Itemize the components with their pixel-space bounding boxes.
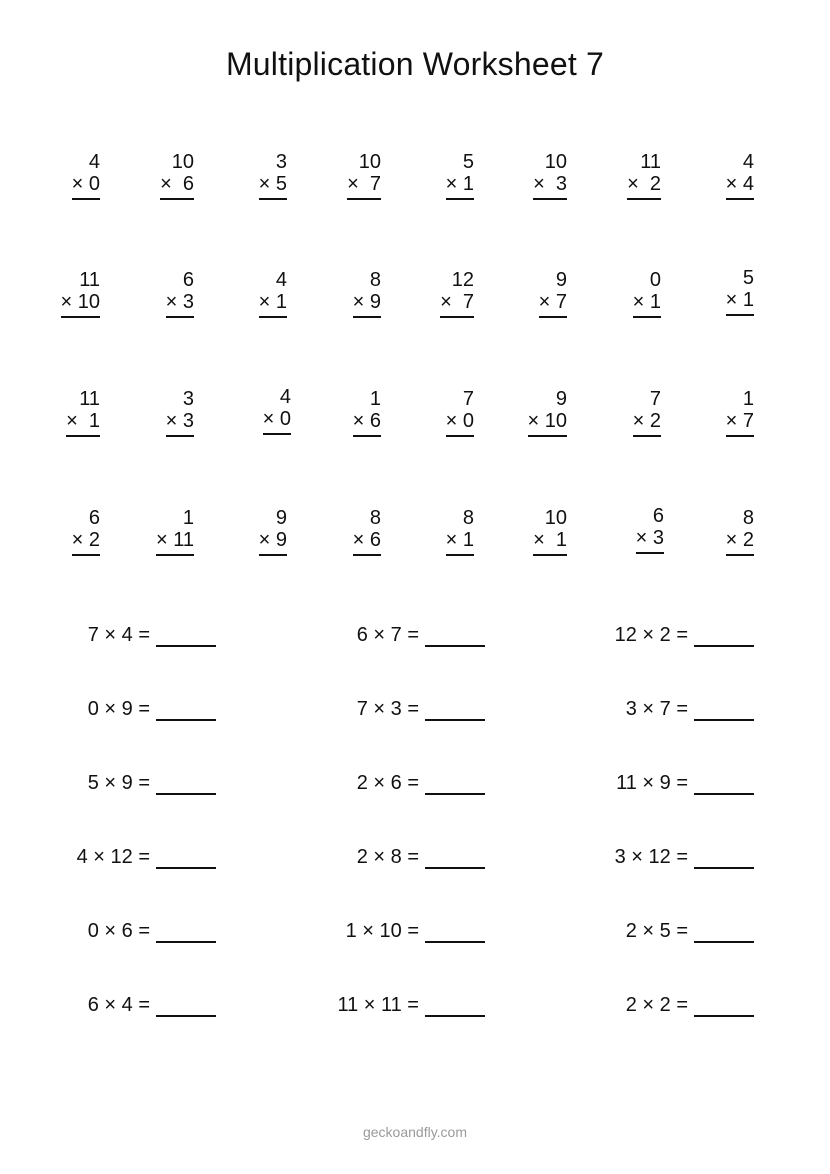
problem-expression: 2 × 8 = (356, 846, 419, 868)
bottom-multiplier: × 1 (726, 289, 754, 316)
answer-blank[interactable] (694, 773, 754, 795)
footer-website: geckoandfly.com (362, 1124, 467, 1140)
vertical-problem (124, 269, 194, 318)
problem-expression: 6 × 7 = (356, 624, 419, 646)
horizontal-problem (30, 993, 216, 1017)
vertical-problem (124, 388, 194, 437)
bottom-multiplier: × 2 (627, 173, 661, 200)
horizontal-problem (299, 697, 485, 721)
horizontal-problem (30, 845, 216, 869)
vertical-problem (30, 388, 100, 437)
bottom-multiplier: × 1 (633, 291, 661, 318)
answer-blank[interactable] (156, 773, 216, 795)
answer-blank[interactable] (425, 921, 485, 943)
answer-blank[interactable] (694, 625, 754, 647)
answer-blank[interactable] (425, 995, 485, 1017)
top-number: 4 (275, 269, 287, 291)
top-number: 7 (462, 388, 474, 410)
vertical-problem (311, 388, 381, 437)
horizontal-problem (30, 771, 216, 795)
bottom-multiplier: × 1 (446, 173, 474, 200)
bottom-multiplier: × 3 (636, 527, 664, 554)
vertical-problem (404, 388, 474, 437)
top-number: 7 (649, 388, 661, 410)
top-number: 11 (640, 151, 661, 173)
bottom-multiplier: × 5 (259, 173, 287, 200)
vertical-problem (217, 269, 287, 318)
vertical-problem (30, 507, 100, 556)
vertical-problem (30, 151, 100, 200)
horizontal-problem (299, 771, 485, 795)
problem-expression: 2 × 5 = (625, 920, 688, 942)
bottom-multiplier: × 7 (347, 173, 381, 200)
vertical-problem (684, 151, 754, 200)
bottom-multiplier: × 1 (66, 410, 100, 437)
top-number: 11 (79, 388, 100, 410)
top-number: 8 (742, 507, 754, 529)
vertical-problem (497, 151, 567, 200)
bottom-multiplier: × 7 (539, 291, 567, 318)
top-number: 1 (369, 388, 381, 410)
problem-expression: 3 × 7 = (625, 698, 688, 720)
horizontal-problem (299, 919, 485, 943)
answer-blank[interactable] (694, 995, 754, 1017)
worksheet-title: Multiplication Worksheet 7 (225, 46, 605, 82)
bottom-multiplier: × 1 (259, 291, 287, 318)
bottom-multiplier: × 1 (446, 529, 474, 556)
top-number: 11 (79, 269, 100, 291)
bottom-multiplier: × 2 (726, 529, 754, 556)
top-number: 5 (742, 267, 754, 289)
bottom-multiplier: × 7 (440, 291, 474, 318)
horizontal-problem (568, 623, 754, 647)
bottom-multiplier: × 6 (160, 173, 194, 200)
top-number: 3 (182, 388, 194, 410)
problem-expression: 3 × 12 = (614, 846, 688, 868)
top-number: 1 (742, 388, 754, 410)
problem-expression: 4 × 12 = (76, 846, 150, 868)
answer-blank[interactable] (425, 847, 485, 869)
vertical-problem (591, 388, 661, 437)
bottom-multiplier: × 6 (353, 529, 381, 556)
top-number: 3 (275, 151, 287, 173)
top-number: 12 (451, 269, 474, 291)
top-number: 8 (369, 507, 381, 529)
horizontal-problem (568, 845, 754, 869)
top-number: 10 (544, 151, 567, 173)
answer-blank[interactable] (156, 699, 216, 721)
top-number: 6 (652, 505, 664, 527)
vertical-problem (497, 507, 567, 556)
horizontal-problem (568, 771, 754, 795)
horizontal-problem (568, 697, 754, 721)
vertical-problem (217, 151, 287, 200)
top-number: 9 (555, 388, 567, 410)
horizontal-problem (30, 919, 216, 943)
answer-blank[interactable] (156, 921, 216, 943)
answer-blank[interactable] (425, 699, 485, 721)
bottom-multiplier: × 10 (528, 410, 567, 437)
answer-blank[interactable] (694, 921, 754, 943)
top-number: 1 (182, 507, 194, 529)
top-number: 8 (369, 269, 381, 291)
problem-expression: 1 × 10 = (345, 920, 419, 942)
horizontal-problem (299, 623, 485, 647)
answer-blank[interactable] (156, 625, 216, 647)
horizontal-problem (30, 697, 216, 721)
answer-blank[interactable] (425, 625, 485, 647)
vertical-problem (217, 507, 287, 556)
vertical-problem (221, 386, 291, 435)
bottom-multiplier: × 6 (353, 410, 381, 437)
problem-expression: 2 × 2 = (625, 994, 688, 1016)
top-number: 10 (358, 151, 381, 173)
bottom-multiplier: × 3 (166, 410, 194, 437)
answer-blank[interactable] (694, 699, 754, 721)
bottom-multiplier: × 11 (156, 529, 194, 556)
bottom-multiplier: × 4 (726, 173, 754, 200)
horizontal-problem (568, 919, 754, 943)
bottom-multiplier: × 0 (72, 173, 100, 200)
vertical-problem (684, 507, 754, 556)
top-number: 0 (649, 269, 661, 291)
vertical-problem (497, 269, 567, 318)
top-number: 9 (555, 269, 567, 291)
vertical-problem (311, 507, 381, 556)
vertical-problem (311, 269, 381, 318)
bottom-multiplier: × 0 (263, 408, 291, 435)
bottom-multiplier: × 2 (633, 410, 661, 437)
top-number: 9 (275, 507, 287, 529)
vertical-problem (684, 267, 754, 316)
vertical-problem (404, 269, 474, 318)
answer-blank[interactable] (156, 995, 216, 1017)
problem-expression: 5 × 9 = (87, 772, 150, 794)
answer-blank[interactable] (425, 773, 485, 795)
top-number: 5 (462, 151, 474, 173)
vertical-problem (124, 507, 194, 556)
vertical-problem (591, 269, 661, 318)
vertical-problem (30, 269, 100, 318)
top-number: 10 (171, 151, 194, 173)
bottom-multiplier: × 3 (166, 291, 194, 318)
top-number: 6 (88, 507, 100, 529)
answer-blank[interactable] (694, 847, 754, 869)
problem-expression: 2 × 6 = (356, 772, 419, 794)
horizontal-problem (30, 623, 216, 647)
bottom-multiplier: × 1 (533, 529, 567, 556)
problem-expression: 7 × 3 = (356, 698, 419, 720)
top-number: 4 (88, 151, 100, 173)
vertical-problem (404, 151, 474, 200)
top-number: 8 (462, 507, 474, 529)
problem-expression: 7 × 4 = (87, 624, 150, 646)
horizontal-problem (299, 845, 485, 869)
problem-expression: 12 × 2 = (614, 624, 688, 646)
vertical-problem (497, 388, 567, 437)
top-number: 4 (742, 151, 754, 173)
vertical-problem (684, 388, 754, 437)
bottom-multiplier: × 3 (533, 173, 567, 200)
top-number: 10 (544, 507, 567, 529)
problem-expression: 0 × 6 = (87, 920, 150, 942)
bottom-multiplier: × 10 (61, 291, 100, 318)
vertical-problem (311, 151, 381, 200)
vertical-problem (404, 507, 474, 556)
bottom-multiplier: × 9 (353, 291, 381, 318)
bottom-multiplier: × 0 (446, 410, 474, 437)
problem-expression: 6 × 4 = (87, 994, 150, 1016)
horizontal-problem (568, 993, 754, 1017)
bottom-multiplier: × 9 (259, 529, 287, 556)
vertical-problem (591, 151, 661, 200)
vertical-problem (124, 151, 194, 200)
top-number: 6 (182, 269, 194, 291)
problem-expression: 0 × 9 = (87, 698, 150, 720)
problem-expression: 11 × 11 = (337, 994, 419, 1016)
bottom-multiplier: × 7 (726, 410, 754, 437)
bottom-multiplier: × 2 (72, 529, 100, 556)
problem-expression: 11 × 9 = (616, 772, 688, 794)
top-number: 4 (279, 386, 291, 408)
vertical-problem (594, 505, 664, 554)
answer-blank[interactable] (156, 847, 216, 869)
horizontal-problem (299, 993, 485, 1017)
